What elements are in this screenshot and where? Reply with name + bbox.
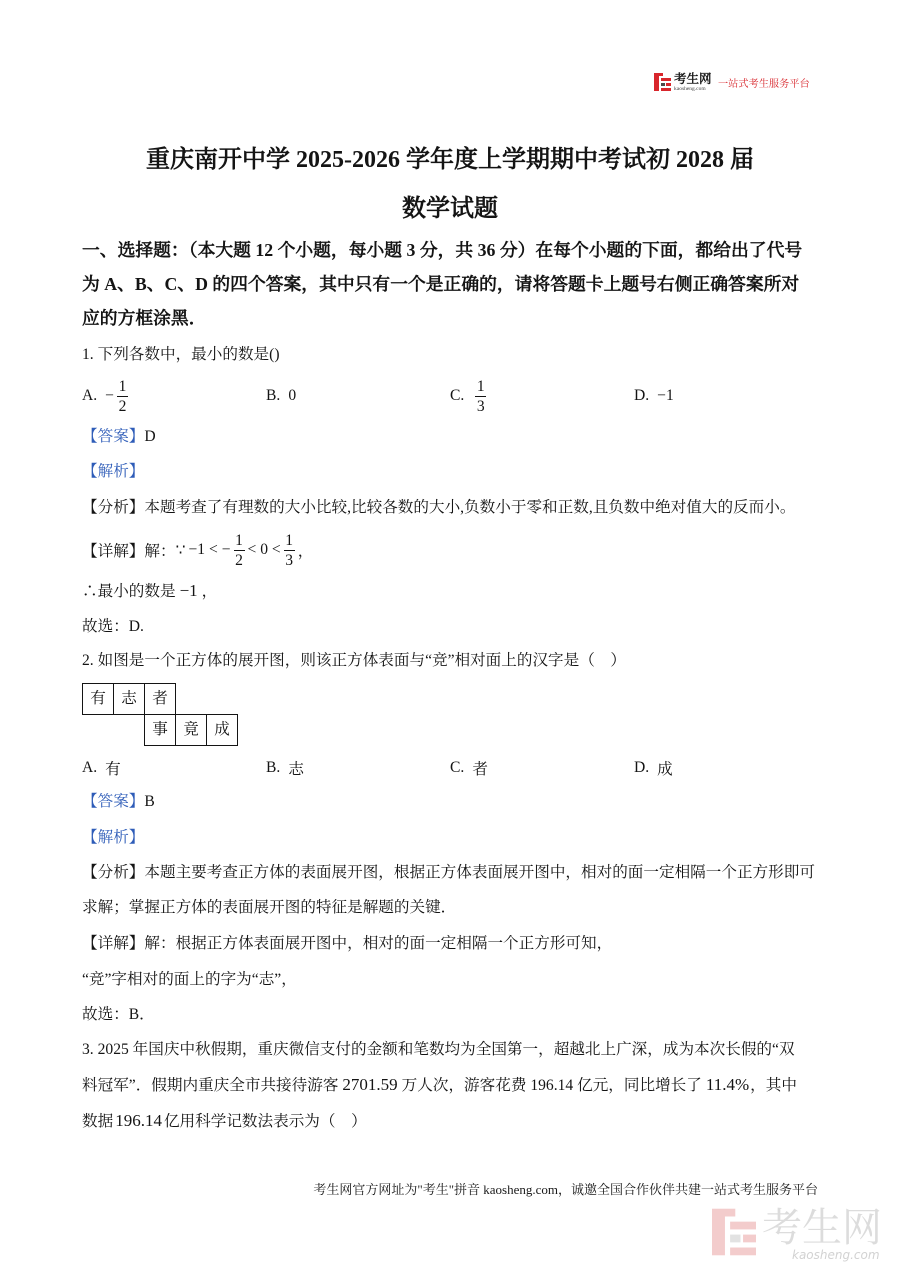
- fenxi-label: 【分析】: [82, 499, 145, 516]
- page-footer: 考生网官方网址为"考生"拼音 kaosheng.com，诚邀全国合作伙伴共建一站式考生服务平台: [313, 1182, 818, 1197]
- logo-domain: kaosheng.com: [674, 86, 706, 92]
- option-label: A.: [82, 759, 98, 776]
- option-label: C.: [450, 387, 465, 404]
- kaosheng-watermark: [712, 1204, 884, 1264]
- answer-value: D: [144, 428, 156, 445]
- fraction-numerator: 1: [235, 531, 243, 549]
- answer-value: B: [144, 793, 155, 810]
- therefore-end: ，: [201, 583, 218, 600]
- q1-fenxi: [82, 496, 822, 520]
- fenxi-label: 【分析】: [82, 864, 145, 881]
- exam-title: 重庆南开中学 2025-2026 学年度上学期期中考试初 2028 届: [146, 147, 754, 173]
- fenxi-text: 本题主要考查正方体的表面展开图，根据正方体表面展开图中，相对的面一定相隔一个正方形即可: [144, 864, 815, 881]
- net-cell: 竟: [175, 714, 207, 746]
- option-value: 志: [288, 761, 304, 778]
- fraction-denominator: 3: [285, 551, 294, 569]
- q1-analysis-label: 【解析】: [82, 463, 145, 480]
- detail-end: ，: [297, 543, 314, 560]
- option-value: 0: [288, 387, 297, 404]
- fraction: [117, 377, 128, 416]
- cube-net-figure: [82, 683, 239, 746]
- q2-fenxi-line-1: [82, 861, 822, 885]
- q2-answer: [82, 790, 822, 814]
- net-cell: 有: [82, 683, 114, 715]
- option-value: 成: [657, 761, 673, 778]
- q3-stem-line-2: [82, 1073, 822, 1097]
- therefore-text: ∴最小的数是: [82, 583, 176, 600]
- option-label: B.: [266, 387, 281, 404]
- kaosheng-watermark-icon: [712, 1208, 756, 1256]
- option-label: D.: [634, 759, 650, 776]
- fraction: [284, 531, 295, 570]
- detail-label: 【详解】: [82, 543, 145, 560]
- detail-math-part-2: < 0 <: [247, 541, 281, 558]
- kaosheng-logo-icon: [654, 73, 671, 91]
- section-heading-line-1: 一、选择题：（本大题 12 个小题，每小题 3 分，共 36 分）在每个小题的下面，都给出了代号: [82, 240, 803, 260]
- fraction: [475, 377, 486, 416]
- option-label: A.: [82, 387, 98, 404]
- q3-text: 数据: [82, 1113, 114, 1130]
- fraction-denominator: 3: [476, 397, 485, 415]
- q1-detail: [82, 527, 822, 573]
- answer-label: 【答案】: [82, 428, 145, 445]
- net-cell: 志: [113, 683, 145, 715]
- q3-stem-line-3: [82, 1109, 822, 1133]
- exam-subtitle: 数学试题: [402, 196, 498, 222]
- fraction-numerator: 1: [118, 377, 127, 395]
- logo-name: 考生网: [674, 72, 712, 86]
- q2-analysis-label: 【解析】: [82, 829, 145, 846]
- net-cell: 者: [144, 683, 176, 715]
- answer-label: 【答案】: [82, 793, 145, 810]
- q2-option-a: [82, 756, 121, 780]
- q2-choose: 故选：B．: [82, 1006, 155, 1023]
- q1-options: [82, 373, 822, 419]
- option-label: B.: [266, 759, 281, 776]
- watermark-name: 考生网: [762, 1205, 882, 1251]
- fenxi-text: 本题考查了有理数的大小比较,比较各数的大小,负数小于零和正数,且负数中绝对值大的反而小。: [144, 499, 796, 516]
- q3-text: 亿用科学记数法表示为（ ）: [163, 1113, 367, 1130]
- option-sign: −: [105, 387, 114, 404]
- option-value: 有: [105, 761, 121, 778]
- q2-detail: [82, 932, 822, 956]
- q2-fenxi-line-2: 求解；掌握正方体的表面展开图的特征是解题的关键．: [82, 899, 457, 916]
- watermark-domain: kaosheng.com: [792, 1248, 880, 1262]
- q3-text: 料冠军”．假期内重庆全市共接待游客: [82, 1077, 339, 1094]
- detail-label: 【详解】: [82, 935, 145, 952]
- q1-option-a: [82, 373, 131, 419]
- q1-choose: 故选：D.: [82, 618, 144, 635]
- fraction: [234, 531, 245, 570]
- section-heading-line-2: 为 A、B、C、D 的四个答案，其中只有一个是正确的，请将答题卡上题号右侧正确答案所对: [82, 274, 800, 294]
- q2-stem: 2. 如图是一个正方体的展开图，则该正方体表面与“竞”相对面上的汉字是（ ）: [82, 652, 627, 669]
- q3-stem-line-1: 3. 2025 年国庆中秋假期，重庆微信支付的金额和笔数均为全国第一，超越北上广深，成为本次长假的“双: [82, 1041, 795, 1058]
- net-cell: 成: [206, 714, 238, 746]
- q2-options: [82, 756, 822, 780]
- option-label: D.: [634, 387, 650, 404]
- q1-answer: [82, 425, 822, 449]
- detail-math-part-1: −1 < −: [188, 541, 231, 558]
- q3-text: 万人次，游客花费 196.14 亿元，同比增长了: [401, 1077, 702, 1094]
- option-value: 者: [472, 761, 488, 778]
- detail-prefix: 解：: [144, 543, 176, 560]
- q3-number-spending: 196.14: [115, 1111, 162, 1130]
- q3-text: ，其中: [750, 1077, 797, 1094]
- q1-stem: 1. 下列各数中，最小的数是(): [82, 346, 280, 363]
- q1-option-d: [634, 373, 674, 419]
- fraction-numerator: 1: [476, 377, 485, 395]
- q3-number-visitors: 2701.59: [342, 1075, 398, 1094]
- q2-conclusion: “竞”字相对的面上的字为“志”，: [82, 971, 297, 988]
- option-label: C.: [450, 759, 465, 776]
- section-heading-line-3: 应的方框涂黑．: [82, 308, 207, 328]
- q1-option-b: [266, 373, 296, 419]
- q2-option-d: [634, 756, 673, 780]
- q2-option-c: [450, 756, 488, 780]
- therefore-value: −1: [179, 581, 198, 600]
- fraction-denominator: 2: [235, 551, 243, 569]
- detail-text: 解：根据正方体表面展开图中，相对的面一定相隔一个正方形可知，: [144, 935, 613, 952]
- fraction-denominator: 2: [118, 397, 127, 415]
- net-cell: 事: [144, 714, 176, 746]
- option-value: −1: [657, 387, 674, 404]
- q1-therefore: [82, 579, 822, 603]
- q2-option-b: [266, 756, 304, 780]
- site-logo: [654, 71, 818, 95]
- logo-slogan: 一站式考生服务平台: [718, 79, 810, 90]
- q3-number-growth: 11.4%: [705, 1075, 750, 1094]
- fraction-numerator: 1: [285, 531, 294, 549]
- because-symbol: ∵: [175, 541, 186, 559]
- q1-option-c: [450, 373, 489, 419]
